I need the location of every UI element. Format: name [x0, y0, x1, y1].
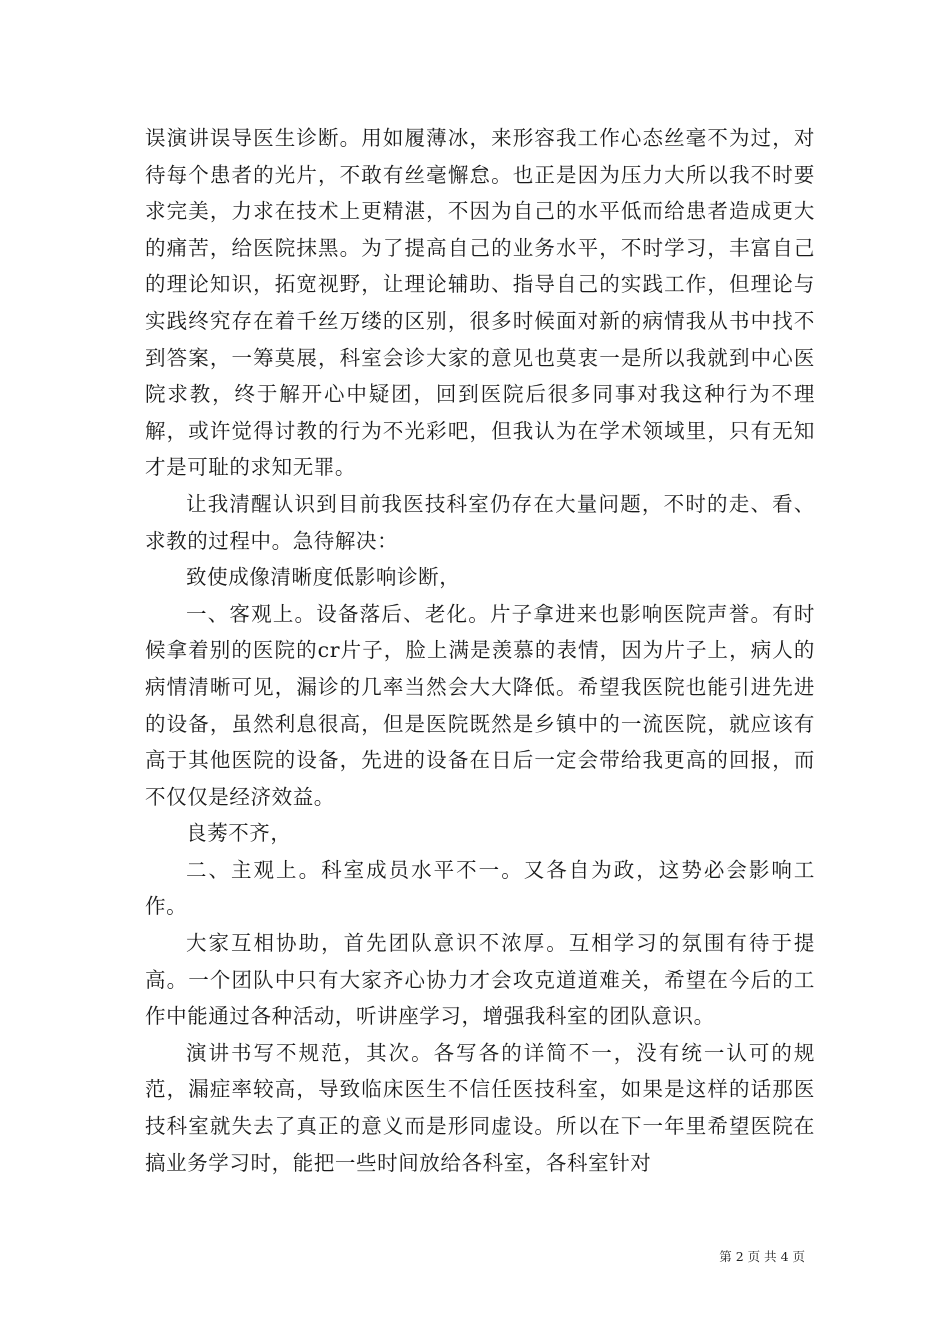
- paragraph-8: 演讲书写不规范，其次。各写各的详简不一，没有统一认可的规范，漏症率较高，导致临床医生不信任医技科室，如果是这样的话那医技科室就失去了真正的意义而是形同虚设。所以在下一年里希望医院在搞业务学习时，能把一些时间放给各科室，各科室针对: [145, 1040, 815, 1175]
- paragraph-4: 一、客观上。设备落后、老化。片子拿进来也影响医院声誉。有时候拿着别的医院的cr片子，脸上满是羡慕的表情，因为片子上，病人的病情清晰可见，漏诊的几率当然会大大降低。希望我医院也能引进先进的设备，虽然利息很高，但是医院既然是乡镇中的一流医院，就应该有高于其他医院的设备，先进的设备在日后一定会带给我更高的回报，而不仅仅是经济效益。: [145, 601, 815, 809]
- paragraph-2: 让我清醒认识到目前我医技科室仍存在大量问题，不时的走、看、求教的过程中。急待解决：: [145, 491, 815, 553]
- paragraph-6: 二、主观上。科室成员水平不一。又各自为政，这势必会影响工作。: [145, 857, 815, 919]
- paragraph-1: 误演讲误导医生诊断。用如履薄冰，来形容我工作心态丝毫不为过，对待每个患者的光片，不敢有丝毫懈怠。也正是因为压力大所以我不时要求完美，力求在技术上更精湛，不因为自己的水平低而给患者造成更大的痛苦，给医院抹黑。为了提高自己的业务水平，不时学习，丰富自己的理论知识，拓宽视野，让理论辅助、指导自己的实践工作，但理论与实践终究存在着千丝万缕的区别，很多时候面对新的病情我从书中找不到答案，一筹莫展，科室会诊大家的意见也莫衷一是所以我就到中心医院求教，终于解开心中疑团，回到医院后很多同事对我这种行为不理解，或许觉得讨教的行为不光彩吧，但我认为在学术领域里，只有无知才是可耻的求知无罪。: [145, 126, 815, 480]
- paragraph-7: 大家互相协助，首先团队意识不浓厚。互相学习的氛围有待于提高。一个团队中只有大家齐心协力才会攻克道道难关，希望在今后的工作中能通过各种活动，听讲座学习，增强我科室的团队意识。: [145, 931, 815, 1029]
- document-body: [145, 120, 815, 1181]
- paragraph-5: 良莠不齐，: [186, 821, 292, 846]
- page-number-footer: 第 2 页 共 4 页: [719, 1249, 805, 1264]
- paragraph-3: 致使成像清晰度低影响诊断，: [186, 565, 461, 590]
